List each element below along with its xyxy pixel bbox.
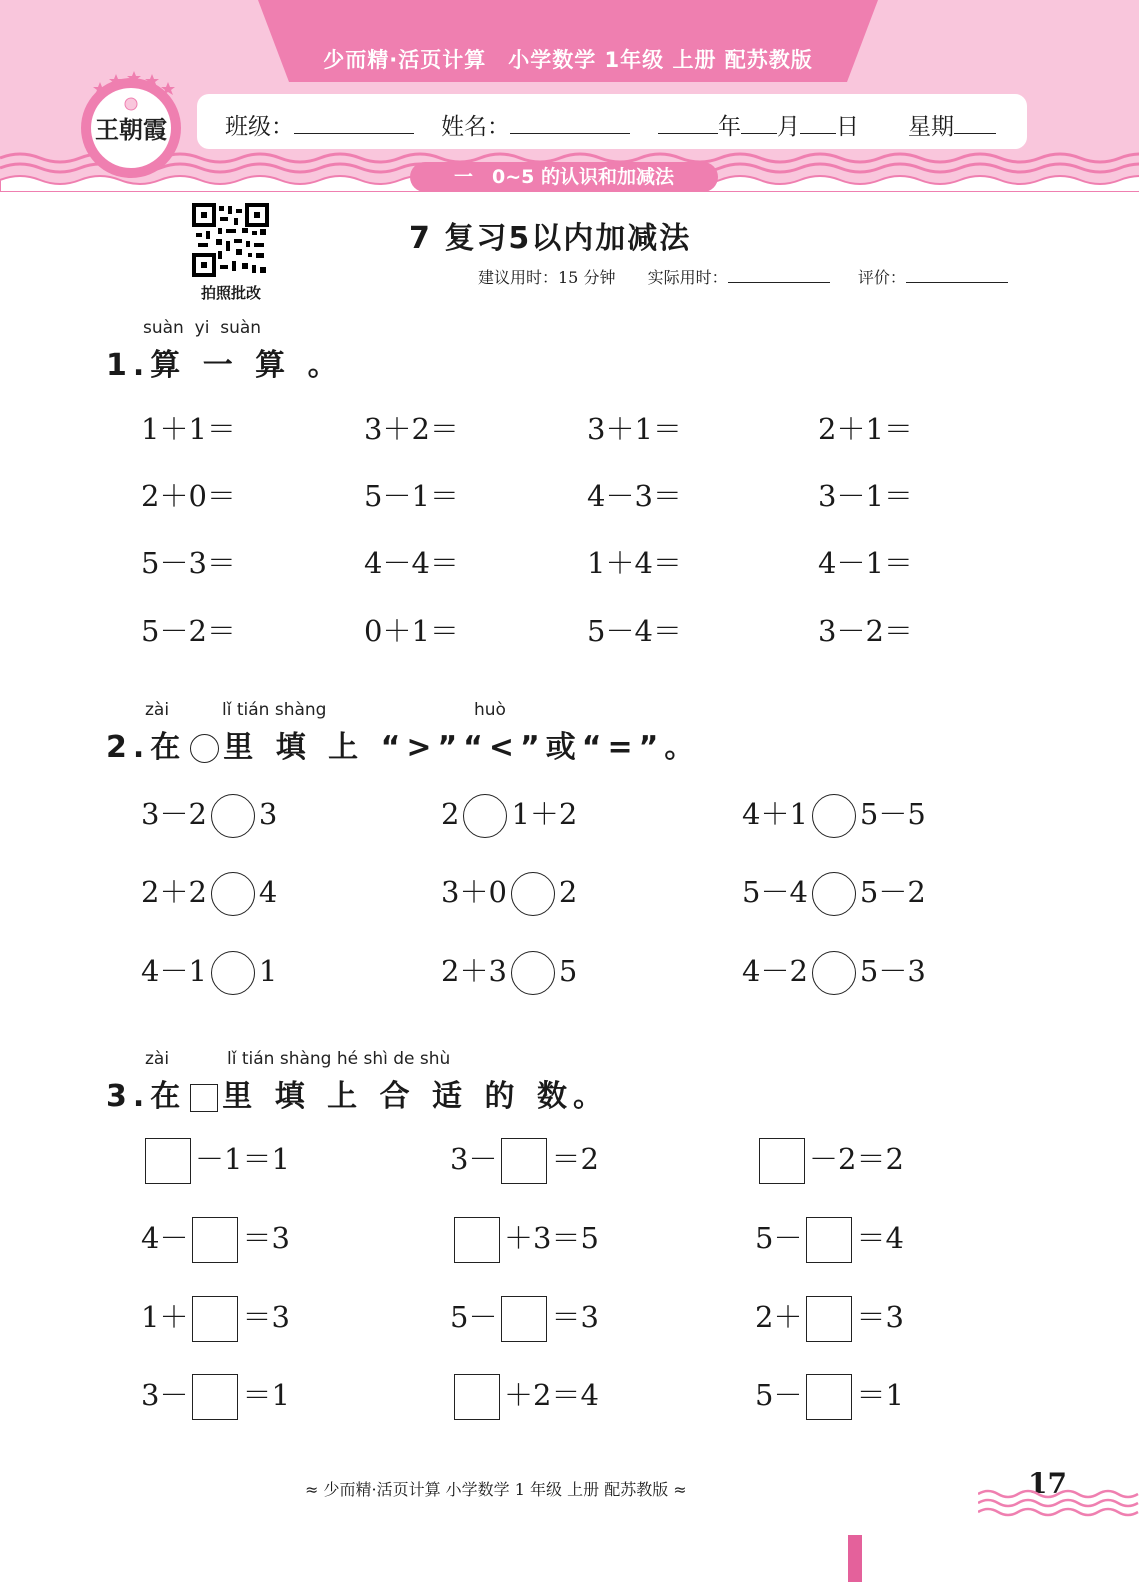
q2-compare: 2＋2 4 [141,870,277,916]
q2-compare: 4－2 5－3 [742,949,926,995]
answer-box[interactable] [806,1296,852,1342]
brand-logo [78,70,188,182]
page-edge-mark [848,1535,862,1582]
answer-box[interactable] [806,1217,852,1263]
q1-eq[interactable]: 3＋1＝ [587,412,682,446]
qr-code-icon[interactable] [192,203,269,277]
q1-eq[interactable]: 3－2＝ [818,614,913,648]
q2-compare: 3＋0 2 [441,870,577,916]
q1-eq[interactable]: 5－4＝ [587,614,682,648]
answer-box[interactable] [501,1138,547,1184]
q2-pinyin-zai: zài [145,700,170,720]
q1-eq[interactable]: 2＋1＝ [818,412,913,446]
square-icon [190,1084,218,1112]
q1-eq[interactable]: 4－4＝ [364,546,459,580]
answer-box[interactable] [192,1217,238,1263]
q3-fill: 3－ ＝2 [450,1137,599,1184]
q1-eq[interactable]: 2＋0＝ [141,479,236,513]
actual-time-blank[interactable] [728,282,830,283]
answer-circle[interactable] [511,951,555,995]
q2-compare: 4＋1 5－5 [742,792,926,838]
q2-heading: 2.在 里 填 上 “>”“<”或“=”。 [106,730,701,765]
answer-box[interactable] [454,1374,500,1420]
qr-label: 拍照批改 [200,284,261,302]
q3-fill: 2＋ ＝3 [755,1295,904,1342]
q1-pinyin: suàn yi suàn [143,318,262,338]
answer-circle[interactable] [511,872,555,916]
actual-time-label: 实际用时： [647,268,728,287]
suggested-time: 建议用时：15 分钟 [478,268,616,287]
q1-eq[interactable]: 4－1＝ [818,546,913,580]
q3-pinyin-zai: zài [145,1049,170,1069]
answer-box[interactable] [145,1138,191,1184]
series-title: 少而精·活页计算 小学数学 1年级 上册 配苏教版 [323,48,813,72]
rating-blank[interactable] [906,282,1008,283]
q1-eq[interactable]: 5－3＝ [141,546,236,580]
answer-box[interactable] [501,1296,547,1342]
q1-eq[interactable]: 0＋1＝ [364,614,459,648]
q3-fill: ＋3＝5 [450,1216,599,1263]
q1-eq[interactable]: 5－2＝ [141,614,236,648]
q3-fill: －2＝2 [755,1137,904,1184]
q1-heading: 1.算 一 算 。 [106,348,344,383]
q1-eq[interactable]: 5－1＝ [364,479,459,513]
rating-label: 评价： [857,268,906,287]
q3-fill: 1＋ ＝3 [141,1295,290,1342]
answer-circle[interactable] [812,872,856,916]
q3-fill: 4－ ＝3 [141,1216,290,1263]
q1-eq[interactable]: 1＋4＝ [587,546,682,580]
q2-pinyin-huo: huò [474,700,506,720]
q2-compare: 2＋3 5 [441,949,577,995]
circle-icon [190,734,219,763]
q3-fill: 5－ ＝4 [755,1216,904,1263]
answer-circle[interactable] [463,794,507,838]
unit-title: 一 0~5 的认识和加减法 [410,162,718,192]
q3-fill: －1＝1 [141,1137,290,1184]
time-row [478,265,1008,288]
q2-compare: 2 1＋2 [441,792,577,838]
svg-text:王朝霞: 王朝霞 [95,115,167,144]
answer-circle[interactable] [211,872,255,916]
q3-fill: 5－ ＝3 [450,1295,599,1342]
q2-pinyin-tianshang: lǐ tián shàng [222,700,327,720]
answer-circle[interactable] [211,794,255,838]
q3-heading: 3.在 里 填 上 合 适 的 数。 [106,1079,609,1114]
q3-pinyin-rest: lǐ tián shàng hé shì de shù [227,1049,451,1069]
answer-circle[interactable] [812,951,856,995]
name-field[interactable]: 姓名： [441,108,630,141]
weekday-field[interactable]: 星期 [908,108,996,141]
class-field[interactable]: 班级： [225,108,414,141]
answer-circle[interactable] [211,951,255,995]
q2-compare: 3－2 3 [141,792,277,838]
q2-compare: 4－1 1 [141,949,277,995]
page-number: 17 [1028,1467,1067,1500]
answer-box[interactable] [759,1138,805,1184]
answer-box[interactable] [192,1296,238,1342]
q1-eq[interactable]: 3－1＝ [818,479,913,513]
q3-fill: ＋2＝4 [450,1373,599,1420]
answer-circle[interactable] [812,794,856,838]
q1-eq[interactable]: 3＋2＝ [364,412,459,446]
q3-fill: 3－ ＝1 [141,1373,290,1420]
answer-box[interactable] [192,1374,238,1420]
lesson-title: 7 复习5以内加减法 [409,221,692,256]
date-field[interactable]: 年 月 日 [658,108,859,141]
answer-box[interactable] [806,1374,852,1420]
footer-series: ≈ 少而精·活页计算 小学数学 1 年级 上册 配苏教版 ≈ [305,1480,687,1499]
footer-wave-decoration [978,1488,1139,1518]
answer-box[interactable] [454,1217,500,1263]
q1-eq[interactable]: 4－3＝ [587,479,682,513]
q3-fill: 5－ ＝1 [755,1373,904,1420]
q1-eq[interactable]: 1＋1＝ [141,412,236,446]
q2-compare: 5－4 5－2 [742,870,926,916]
